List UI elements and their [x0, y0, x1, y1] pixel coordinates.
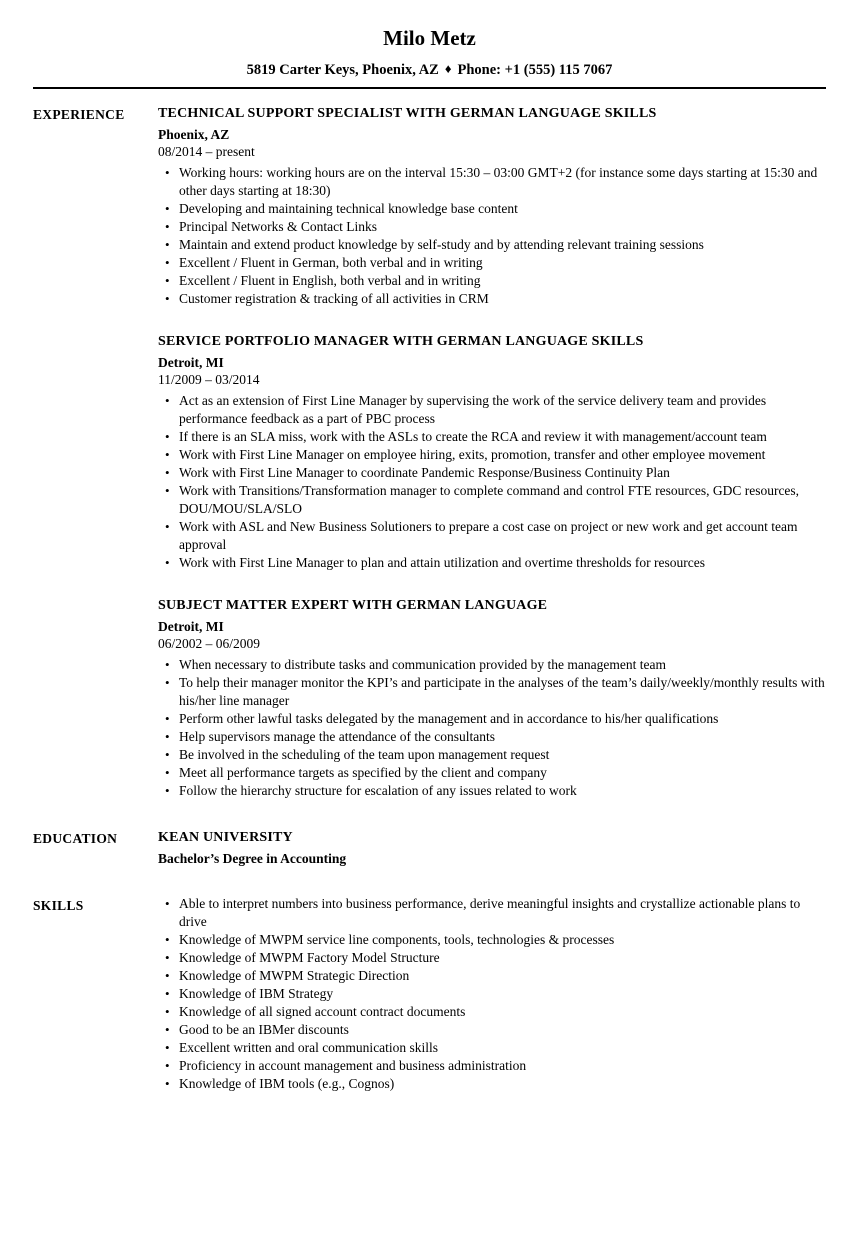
section-experience — [33, 104, 826, 800]
section-label-experience: EXPERIENCE — [33, 107, 125, 122]
bullet-item: • To help their manager monitor the KPI’s and participate in the analyses of the team’s daily/weekly/monthly results with his/her line manager — [158, 674, 826, 710]
education-degree: Bachelor’s Degree in Accounting — [158, 851, 347, 866]
diamond-separator-icon: ♦ — [444, 61, 452, 76]
bullet-item: • Working hours: working hours are on the interval 15:30 – 03:00 GMT+2 (for instance some days starting at 15:30 and other days starting at 18:30) — [158, 164, 826, 200]
resume-body — [33, 104, 826, 1093]
bullet-item: • Good to be an IBMer discounts — [158, 1021, 826, 1039]
bullet-item: • Knowledge of all signed account contract documents — [158, 1003, 826, 1021]
contact-address: 5819 Carter Keys, Phoenix, AZ — [246, 62, 439, 78]
skills-bullet-list — [158, 895, 826, 1093]
bullet-item: • Act as an extension of First Line Manager by supervising the work of the service delivery team and provides performance feedback as a part of PBC process — [158, 392, 826, 428]
job-title: TECHNICAL SUPPORT SPECIALIST WITH GERMAN LANGUAGE SKILLS — [158, 106, 657, 121]
bullet-item: • Knowledge of MWPM Factory Model Structure — [158, 949, 826, 967]
bullet-item: • Work with First Line Manager on employee hiring, exits, promotion, transfer and other employee movement — [158, 446, 826, 464]
experience-content — [158, 104, 826, 800]
job-dates: 08/2014 – present — [158, 144, 255, 159]
job-location: Detroit, MI — [158, 619, 224, 634]
bullet-item: • Work with First Line Manager to plan and attain utilization and overtime thresholds for resources — [158, 554, 826, 572]
job-dates: 11/2009 – 03/2014 — [158, 372, 260, 387]
bullet-item: • Help supervisors manage the attendance of the consultants — [158, 728, 826, 746]
section-label-education: EDUCATION — [33, 831, 118, 846]
job-bullet-list — [158, 164, 826, 308]
job-location: Phoenix, AZ — [158, 127, 230, 142]
education-school: KEAN UNIVERSITY — [158, 830, 293, 845]
bullet-item: • Maintain and extend product knowledge by self-study and by attending relevant training sessions — [158, 236, 826, 254]
bullet-item: • Excellent / Fluent in German, both verbal and in writing — [158, 254, 826, 272]
bullet-item: • Proficiency in account management and business administration — [158, 1057, 826, 1075]
bullet-item: • Knowledge of MWPM Strategic Direction — [158, 967, 826, 985]
section-skills — [33, 895, 826, 1093]
job-location: Detroit, MI — [158, 355, 224, 370]
bullet-item: • Meet all performance targets as specified by the client and company — [158, 764, 826, 782]
job-title: SUBJECT MATTER EXPERT WITH GERMAN LANGUAGE — [158, 598, 548, 613]
job-bullet-list — [158, 392, 826, 572]
bullet-item: • Excellent / Fluent in English, both verbal and in writing — [158, 272, 826, 290]
job-entry-1 — [158, 104, 826, 308]
resume-header — [33, 26, 826, 79]
bullet-item: • Knowledge of MWPM service line components, tools, technologies & processes — [158, 931, 826, 949]
job-title: SERVICE PORTFOLIO MANAGER WITH GERMAN LANGUAGE SKILLS — [158, 334, 644, 349]
bullet-item: • Perform other lawful tasks delegated by the management and in accordance to his/her qualifications — [158, 710, 826, 728]
bullet-item: • Work with ASL and New Business Solutioners to prepare a cost case on project or new work and get account team approval — [158, 518, 826, 554]
bullet-item: • Customer registration & tracking of all activities in CRM — [158, 290, 826, 308]
header-divider — [33, 87, 826, 89]
bullet-item: • Knowledge of IBM Strategy — [158, 985, 826, 1003]
job-entry-3 — [158, 596, 826, 800]
job-bullet-list — [158, 656, 826, 800]
contact-phone: Phone: +1 (555) 115 7067 — [457, 62, 613, 78]
bullet-item: • Principal Networks & Contact Links — [158, 218, 826, 236]
bullet-item: • Knowledge of IBM tools (e.g., Cognos) — [158, 1075, 826, 1093]
education-content — [158, 828, 826, 867]
job-entry-2 — [158, 332, 826, 572]
bullet-item: • If there is an SLA miss, work with the ASLs to create the RCA and review it with management/account team — [158, 428, 826, 446]
section-education — [33, 828, 826, 867]
candidate-name: Milo Metz — [383, 26, 476, 50]
bullet-item: • Work with Transitions/Transformation manager to complete command and control FTE resources, GDC resources, DOU/MOU/SLA/SLO — [158, 482, 826, 518]
bullet-item: • Excellent written and oral communication skills — [158, 1039, 826, 1057]
bullet-item: • Developing and maintaining technical knowledge base content — [158, 200, 826, 218]
skills-content — [158, 895, 826, 1093]
section-label-skills: SKILLS — [33, 898, 84, 913]
bullet-item: • Able to interpret numbers into business performance, derive meaningful insights and crystallize actionable plans to drive — [158, 895, 826, 931]
bullet-item: • Work with First Line Manager to coordinate Pandemic Response/Business Continuity Plan — [158, 464, 826, 482]
bullet-item: • Be involved in the scheduling of the team upon management request — [158, 746, 826, 764]
job-dates: 06/2002 – 06/2009 — [158, 636, 261, 651]
contact-line — [33, 60, 826, 79]
bullet-item: • Follow the hierarchy structure for escalation of any issues related to work — [158, 782, 826, 800]
bullet-item: • When necessary to distribute tasks and communication provided by the management team — [158, 656, 826, 674]
